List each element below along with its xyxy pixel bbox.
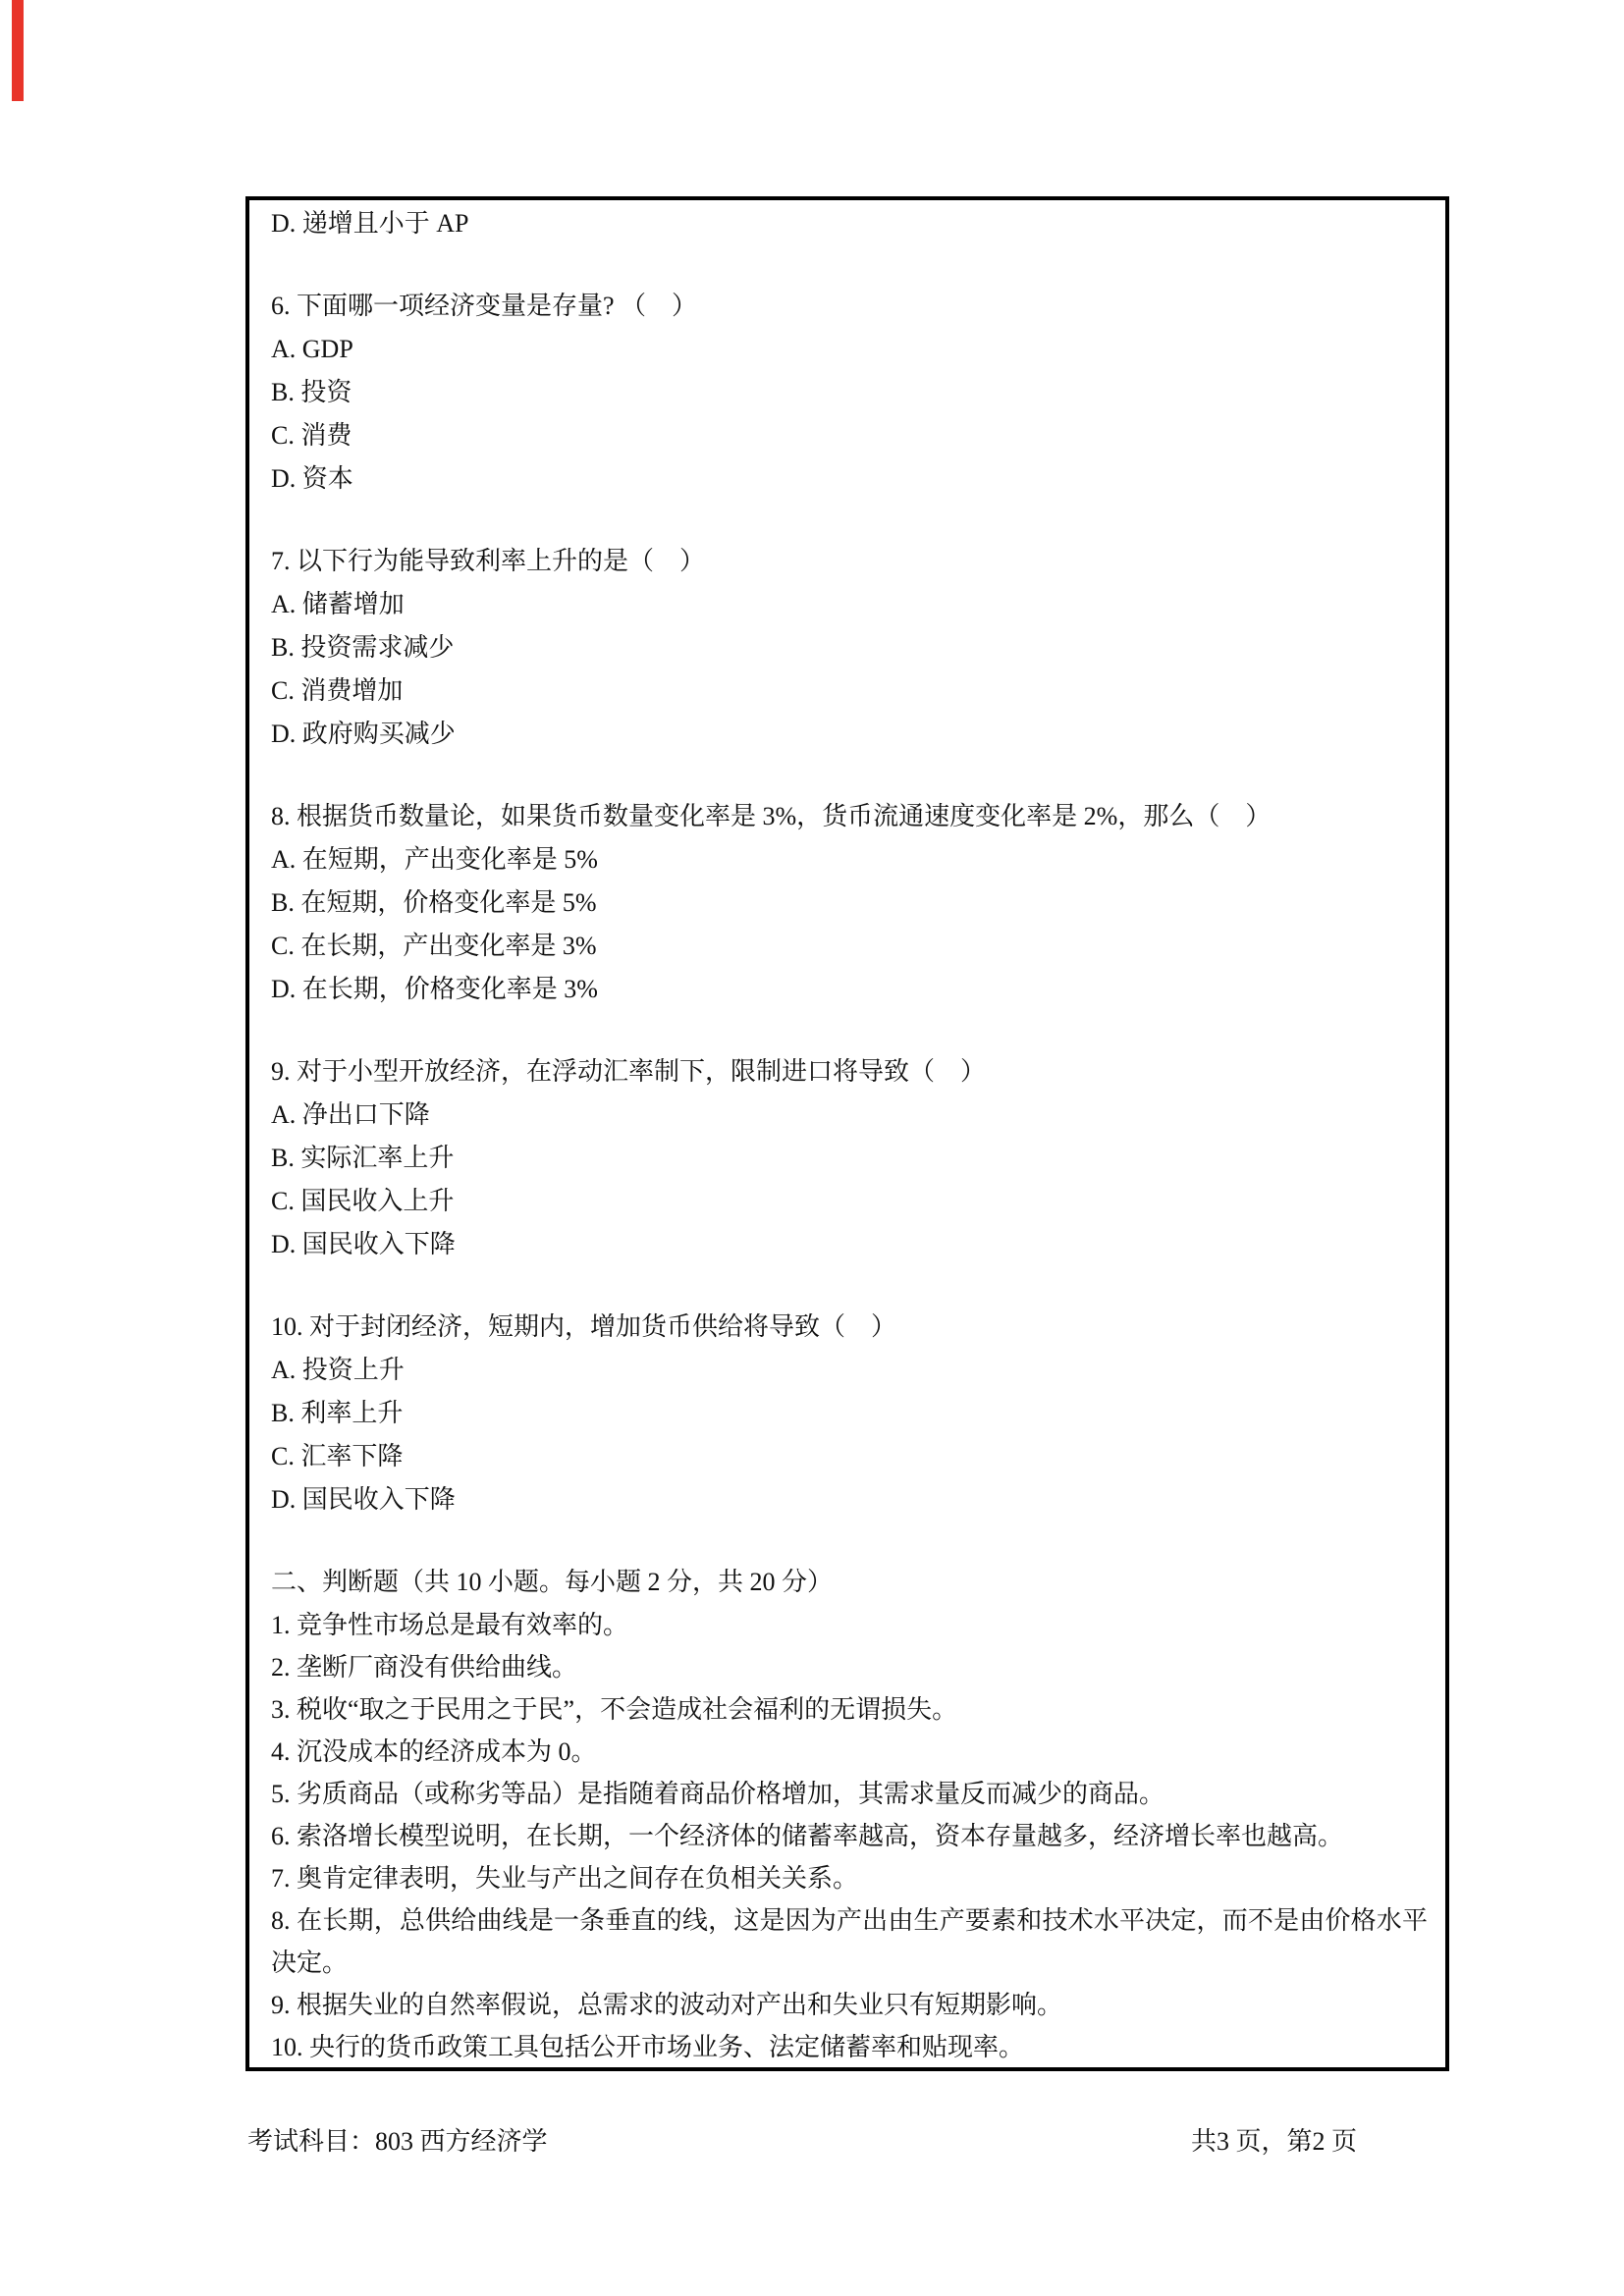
tf-item-7: 7. 奥肯定律表明，失业与产出之间存在负相关关系。 [271, 1864, 859, 1893]
red-pen-mark [12, 0, 24, 101]
question-6-text: 6. 下面哪一项经济变量是存量? （ ） [271, 292, 698, 320]
footer-page-number: 共3 页，第2 页 [1191, 2127, 1358, 2156]
question-10-option-c: C. 汇率下降 [271, 1442, 404, 1470]
question-9 [271, 1050, 1428, 1266]
question-8-option-a: A. 在短期，产出变化率是 5% [271, 845, 598, 874]
section2-title: 二、判断题（共 10 小题。每小题 2 分，共 20 分） [271, 1568, 834, 1596]
question-6-option-d: D. 资本 [271, 464, 353, 493]
question-9-text: 9. 对于小型开放经济，在浮动汇率制下，限制进口将导致（ ） [271, 1057, 987, 1086]
question-8 [271, 795, 1428, 1011]
footer-exam-subject: 考试科目：803 西方经济学 [247, 2127, 548, 2156]
question-7 [271, 540, 1428, 756]
question-6-option-c: C. 消费 [271, 421, 352, 450]
tf-item-1: 1. 竞争性市场总是最有效率的。 [271, 1611, 629, 1639]
question-7-option-a: A. 储蓄增加 [271, 590, 405, 618]
tf-item-10: 10. 央行的货币政策工具包括公开市场业务、法定储蓄率和贴现率。 [271, 2033, 1025, 2061]
exam-content-box [245, 196, 1449, 2071]
question-9-option-a: A. 净出口下降 [271, 1100, 430, 1129]
question-7-option-c: C. 消费增加 [271, 676, 404, 705]
question-8-option-c: C. 在长期，产出变化率是 3% [271, 932, 597, 960]
question-10-option-b: B. 利率上升 [271, 1399, 404, 1427]
question-6-option-a: A. GDP [271, 335, 353, 363]
question-10-text: 10. 对于封闭经济，短期内，增加货币供给将导致（ ） [271, 1312, 897, 1341]
question-7-option-d: D. 政府购买减少 [271, 720, 456, 748]
question-8-text: 8. 根据货币数量论，如果货币数量变化率是 3%，货币流通速度变化率是 2%，那么（ ） [271, 802, 1272, 830]
question-8-option-d: D. 在长期，价格变化率是 3% [271, 975, 598, 1003]
question-10-option-a: A. 投资上升 [271, 1356, 405, 1384]
tf-item-2: 2. 垄断厂商没有供给曲线。 [271, 1653, 578, 1682]
question-6-option-b: B. 投资 [271, 378, 352, 406]
tf-item-8: 8. 在长期，总供给曲线是一条垂直的线，这是因为产出由生产要素和技术水平决定，而不是由价格水平决定。 [271, 1906, 1428, 1977]
tf-item-9: 9. 根据失业的自然率假说，总需求的波动对产出和失业只有短期影响。 [271, 1991, 1063, 2019]
question-7-option-b: B. 投资需求减少 [271, 633, 455, 662]
tf-item-3: 3. 税收“取之于民用之于民”，不会造成社会福利的无谓损失。 [271, 1695, 958, 1724]
question-10-option-d: D. 国民收入下降 [271, 1485, 456, 1514]
question-7-text: 7. 以下行为能导致利率上升的是（ ） [271, 547, 706, 575]
question-8-option-b: B. 在短期，价格变化率是 5% [271, 888, 597, 917]
question-9-option-c: C. 国民收入上升 [271, 1187, 455, 1215]
question-9-option-d: D. 国民收入下降 [271, 1230, 456, 1258]
tf-item-6: 6. 索洛增长模型说明，在长期，一个经济体的储蓄率越高，资本存量越多，经济增长率也越高。 [271, 1822, 1344, 1850]
tf-item-4: 4. 沉没成本的经济成本为 0。 [271, 1737, 597, 1766]
question-9-option-b: B. 实际汇率上升 [271, 1144, 455, 1172]
tf-item-5: 5. 劣质商品（或称劣等品）是指随着商品价格增加，其需求量反而减少的商品。 [271, 1780, 1165, 1808]
question-6 [271, 285, 1428, 501]
orphan-option-d: D. 递增且小于 AP [271, 209, 469, 238]
question-10 [271, 1306, 1428, 1522]
